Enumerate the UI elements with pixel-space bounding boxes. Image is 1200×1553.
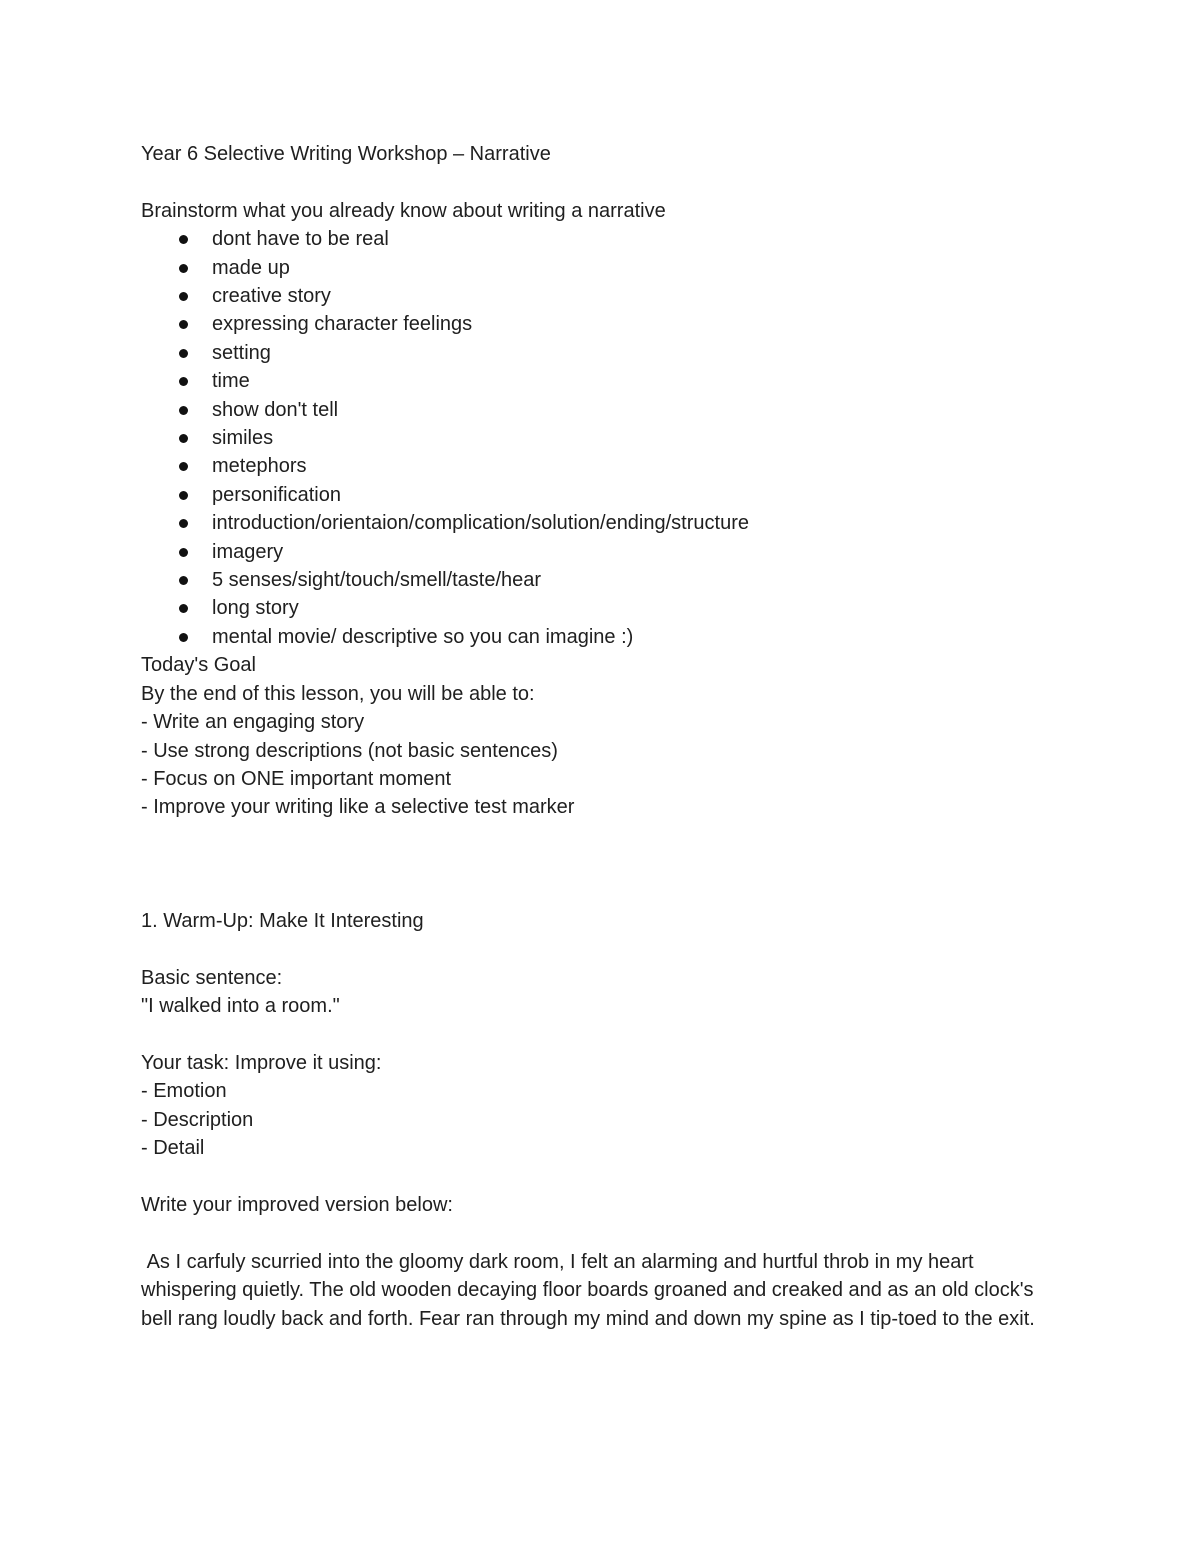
basic-sentence-label: Basic sentence: <box>141 966 283 989</box>
list-item-text: mental movie/ descriptive so you can imagine :) <box>212 625 634 648</box>
bullet-icon <box>179 519 188 528</box>
list-item-text: time <box>212 370 250 393</box>
basic-sentence: "I walked into a room." <box>141 995 340 1018</box>
list-item <box>141 509 1061 537</box>
list-item-text: personification <box>212 483 341 506</box>
list-item <box>141 452 1061 480</box>
goal-point: - Write an engaging story <box>141 711 365 734</box>
list-item-text: metephors <box>212 455 307 478</box>
list-item <box>141 424 1061 452</box>
brainstorm-prompt: Brainstorm what you already know about writing a narrative <box>141 199 666 222</box>
goal-heading: Today's Goal <box>141 654 256 677</box>
list-item-text: show don't tell <box>212 398 339 421</box>
list-item-text: long story <box>212 597 299 620</box>
task-item: - Description <box>141 1108 254 1131</box>
list-item <box>141 566 1061 594</box>
list-item-text: setting <box>212 341 271 364</box>
task-item: - Emotion <box>141 1080 227 1103</box>
bullet-icon <box>179 349 188 358</box>
bullet-icon <box>179 491 188 500</box>
list-item <box>141 310 1061 338</box>
bullet-icon <box>179 604 188 613</box>
spacer <box>141 1163 1061 1191</box>
list-item-text: made up <box>212 256 290 279</box>
bullet-icon <box>179 633 188 642</box>
list-item-text: imagery <box>212 540 284 563</box>
goal-point: - Improve your writing like a selective test marker <box>141 796 575 819</box>
list-item <box>141 623 1061 651</box>
task-label: Your task: Improve it using: <box>141 1051 382 1074</box>
bullet-icon <box>179 434 188 443</box>
list-item <box>141 594 1061 622</box>
bullet-icon <box>179 264 188 273</box>
bullet-icon <box>179 462 188 471</box>
bullet-icon <box>179 548 188 557</box>
bullet-icon <box>179 406 188 415</box>
improved-answer-paragraph: As I carfuly scurried into the gloomy dark room, I felt an alarming and hurtful throb in my heart whispering quietly. The old wooden decaying floor boards groaned and creaked and as an old clock's bell rang loudly back and forth. Fear ran through my mind and down my spine as I tip-toed to the exit. <box>141 1250 1040 1330</box>
document-title: Year 6 Selective Writing Workshop – Narrative <box>141 143 551 165</box>
list-item <box>141 339 1061 367</box>
spacer <box>141 168 1061 196</box>
goal-intro: By the end of this lesson, you will be able to: <box>141 682 535 705</box>
list-item-text: introduction/orientaion/complication/solution/ending/structure <box>212 512 749 535</box>
bullet-icon <box>179 292 188 301</box>
list-item-text: dont have to be real <box>212 228 389 251</box>
list-item-text: similes <box>212 427 274 450</box>
bullet-icon <box>179 235 188 244</box>
list-item <box>141 481 1061 509</box>
list-item-text: expressing character feelings <box>212 313 473 336</box>
spacer <box>141 1219 1061 1247</box>
goal-point: - Use strong descriptions (not basic sentences) <box>141 739 558 762</box>
warmup-heading: 1. Warm-Up: Make It Interesting <box>141 909 424 932</box>
list-item <box>141 396 1061 424</box>
brainstorm-list <box>141 225 1061 651</box>
spacer <box>141 822 1061 907</box>
spacer <box>141 1021 1061 1049</box>
document-page <box>141 140 1061 1333</box>
spacer <box>141 935 1061 963</box>
bullet-icon <box>179 320 188 329</box>
goal-point: - Focus on ONE important moment <box>141 767 452 790</box>
list-item-text: 5 senses/sight/touch/smell/taste/hear <box>212 569 542 592</box>
bullet-icon <box>179 377 188 386</box>
list-item <box>141 225 1061 253</box>
list-item <box>141 254 1061 282</box>
task-item: - Detail <box>141 1137 205 1160</box>
list-item <box>141 282 1061 310</box>
list-item <box>141 538 1061 566</box>
write-prompt: Write your improved version below: <box>141 1193 453 1216</box>
list-item-text: creative story <box>212 285 331 308</box>
list-item <box>141 367 1061 395</box>
bullet-icon <box>179 576 188 585</box>
